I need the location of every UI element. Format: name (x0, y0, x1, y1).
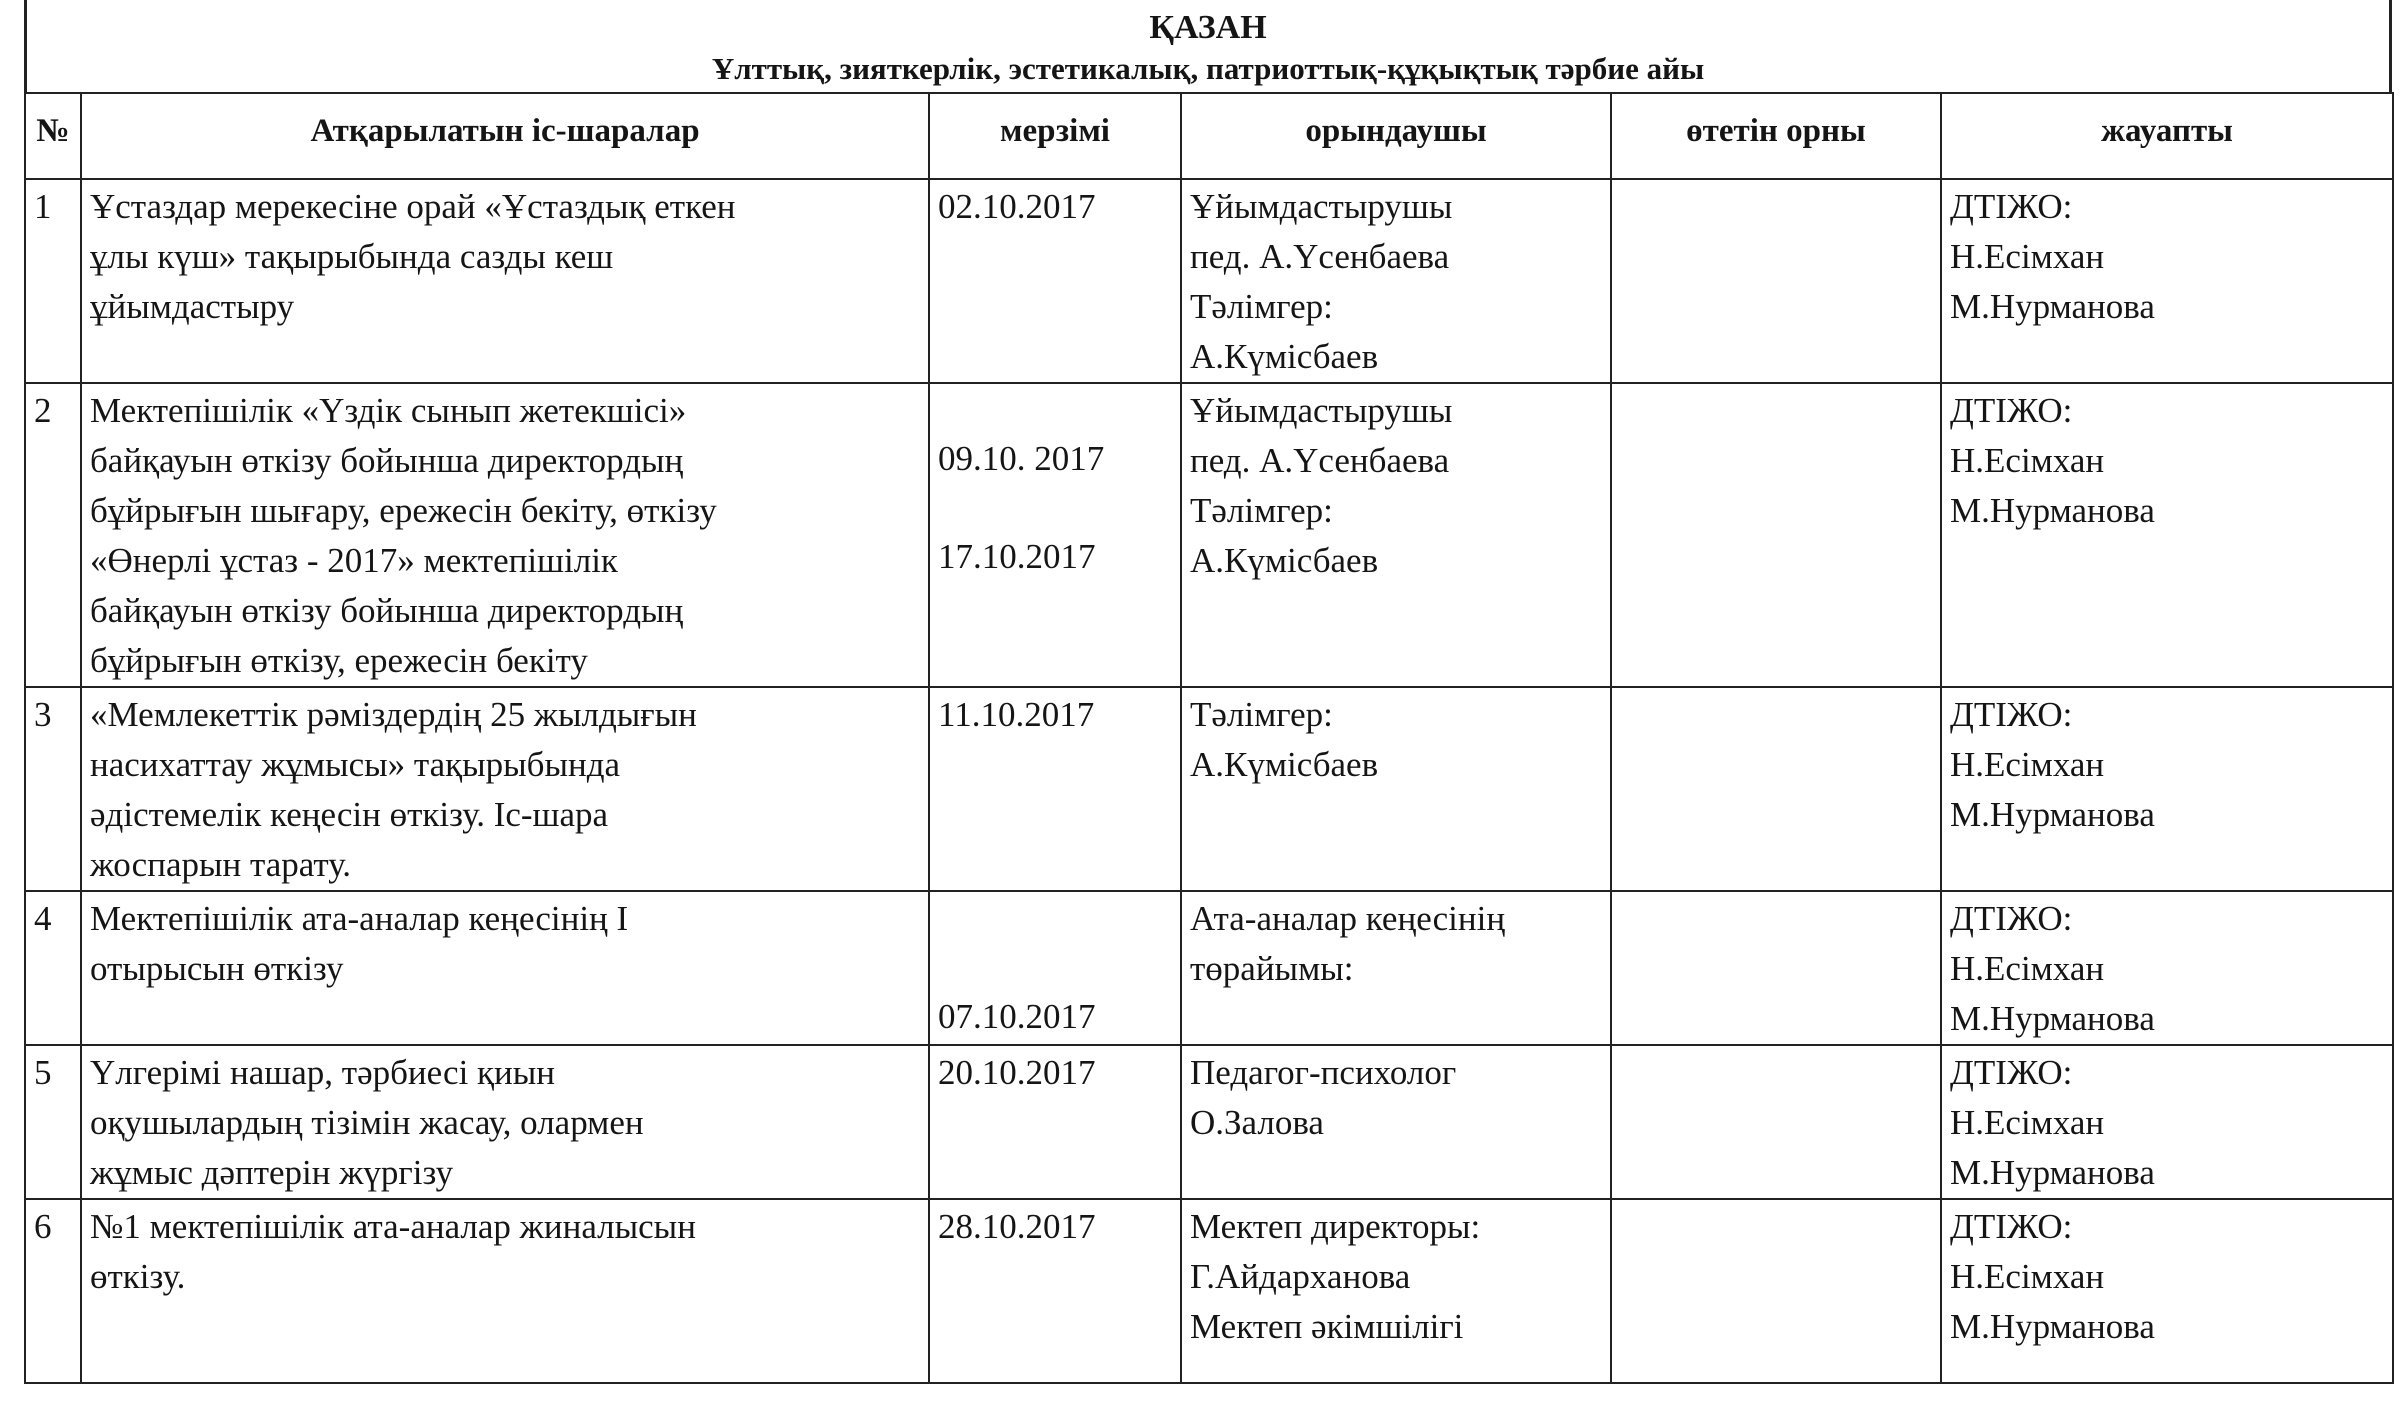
executor-cell (1181, 1199, 1611, 1383)
place-cell (1611, 179, 1941, 383)
executor-line: Тәлімгер: (1190, 287, 1333, 326)
executor-cell (1181, 179, 1611, 383)
activity-line: №1 мектепішілік ата-аналар жиналысын (90, 1207, 696, 1246)
col-header-no: № (25, 93, 81, 179)
responsible-cell (1941, 891, 2393, 1045)
activity-cell (81, 687, 929, 891)
executor-line: А.Күмісбаев (1190, 541, 1379, 580)
activity-cell (81, 383, 929, 687)
activity-line: Мектепішілік «Үздік сынып жетекшісі» (90, 391, 687, 430)
date-value: 28.10.2017 (938, 1207, 1096, 1246)
activity-line: бұйрығын шығару, ережесін бекіту, өткізу (90, 491, 717, 530)
executor-line: Ата-аналар кеңесінің (1190, 899, 1506, 938)
responsible-cell (1941, 687, 2393, 891)
responsible-line: М.Нурманова (1950, 999, 2155, 1038)
responsible-cell (1941, 179, 2393, 383)
table-row (25, 383, 2393, 687)
table-row (25, 179, 2393, 383)
document-sheet (24, 0, 2392, 1370)
executor-line: Ұйымдастырушы (1190, 391, 1453, 430)
col-header-date: мерзімі (929, 93, 1181, 179)
place-cell (1611, 383, 1941, 687)
activity-line: байқауын өткізу бойынша директордың (90, 591, 684, 630)
executor-line: Мектеп әкімшілігі (1190, 1307, 1464, 1346)
date-cell (929, 179, 1181, 383)
place-cell (1611, 1045, 1941, 1199)
date-value: 20.10.2017 (938, 1053, 1096, 1092)
executor-cell (1181, 1045, 1611, 1199)
activity-line: әдістемелік кеңесін өткізу. Іс-шара (90, 795, 609, 834)
executor-line: Тәлімгер: (1190, 491, 1333, 530)
responsible-line: М.Нурманова (1950, 287, 2155, 326)
month-subtitle: Ұлттық, зияткерлік, эстетикалық, патриоттық-құқықтық тәрбие айы (711, 51, 1705, 86)
executor-cell (1181, 891, 1611, 1045)
responsible-line: Н.Есімхан (1950, 949, 2105, 988)
row-number: 1 (25, 179, 81, 383)
executor-line: А.Күмісбаев (1190, 337, 1379, 376)
date-value: 17.10.2017 (938, 537, 1096, 576)
table-row (25, 687, 2393, 891)
activity-line: Мектепішілік ата-аналар кеңесінің І (90, 899, 629, 938)
activity-line: «Мемлекеттік рәміздердің 25 жылдығын (90, 695, 697, 734)
date-value: 02.10.2017 (938, 187, 1096, 226)
activity-cell (81, 1199, 929, 1383)
place-cell (1611, 1199, 1941, 1383)
activity-line: оқушылардың тізімін жасау, олармен (90, 1103, 644, 1142)
date-cell (929, 1199, 1181, 1383)
responsible-line: ДТІЖО: (1950, 899, 2073, 938)
responsible-line: ДТІЖО: (1950, 187, 2073, 226)
responsible-line: М.Нурманова (1950, 491, 2155, 530)
responsible-cell (1941, 1045, 2393, 1199)
date-value: 11.10.2017 (938, 695, 1095, 734)
date-value: 09.10. 2017 (938, 439, 1105, 478)
activity-line: ұйымдастыру (90, 287, 295, 326)
date-value: 07.10.2017 (938, 997, 1096, 1036)
executor-line: Г.Айдарханова (1190, 1257, 1411, 1296)
row-number: 6 (25, 1199, 81, 1383)
activity-line: өткізу. (90, 1257, 186, 1296)
activity-cell (81, 179, 929, 383)
row-number: 3 (25, 687, 81, 891)
month-title: ҚАЗАН (1149, 9, 1267, 46)
date-cell (929, 687, 1181, 891)
responsible-line: Н.Есімхан (1950, 237, 2105, 276)
executor-line: төрайымы: (1190, 949, 1354, 988)
activity-line: бұйрығын өткізу, ережесін бекіту (90, 641, 588, 680)
executor-line: Мектеп директоры: (1190, 1207, 1481, 1246)
responsible-line: Н.Есімхан (1950, 1257, 2105, 1296)
date-cell (929, 891, 1181, 1045)
executor-cell (1181, 383, 1611, 687)
date-cell (929, 1045, 1181, 1199)
activity-line: насихаттау жұмысы» тақырыбында (90, 745, 621, 784)
row-number: 4 (25, 891, 81, 1045)
responsible-line: Н.Есімхан (1950, 441, 2105, 480)
activity-line: отырысын өткізу (90, 949, 344, 988)
place-cell (1611, 891, 1941, 1045)
executor-line: пед. А.Үсенбаева (1190, 441, 1450, 480)
executor-line: Тәлімгер: (1190, 695, 1333, 734)
activity-line: жұмыс дәптерін жүргізу (90, 1153, 454, 1192)
activity-line: Ұстаздар мерекесіне орай «Ұстаздық еткен (90, 187, 736, 226)
responsible-line: ДТІЖО: (1950, 391, 2073, 430)
col-header-place: өтетін орны (1611, 93, 1941, 179)
executor-cell (1181, 687, 1611, 891)
plan-table (24, 92, 2394, 1384)
responsible-cell (1941, 1199, 2393, 1383)
responsible-line: М.Нурманова (1950, 795, 2155, 834)
executor-line: А.Күмісбаев (1190, 745, 1379, 784)
date-cell (929, 383, 1181, 687)
executor-line: Ұйымдастырушы (1190, 187, 1453, 226)
executor-line: О.Залова (1190, 1103, 1324, 1142)
responsible-line: М.Нурманова (1950, 1307, 2155, 1346)
activity-line: «Өнерлі ұстаз - 2017» мектепішілік (90, 541, 618, 580)
responsible-line: М.Нурманова (1950, 1153, 2155, 1192)
header-row (25, 93, 2393, 179)
executor-line: Педагог-психолог (1190, 1053, 1457, 1092)
responsible-cell (1941, 383, 2393, 687)
activity-line: Үлгерімі нашар, тәрбиесі қиын (90, 1053, 556, 1092)
title-block (24, 0, 2392, 92)
col-header-executor: орындаушы (1181, 93, 1611, 179)
row-number: 2 (25, 383, 81, 687)
responsible-line: Н.Есімхан (1950, 1103, 2105, 1142)
activity-line: байқауын өткізу бойынша директордың (90, 441, 684, 480)
activity-line: ұлы күш» тақырыбында сазды кеш (90, 237, 614, 276)
responsible-line: Н.Есімхан (1950, 745, 2105, 784)
responsible-line: ДТІЖО: (1950, 1053, 2073, 1092)
col-header-responsible: жауапты (1941, 93, 2393, 179)
table-row (25, 891, 2393, 1045)
activity-line: жоспарын тарату. (90, 845, 351, 884)
table-row (25, 1199, 2393, 1383)
row-number: 5 (25, 1045, 81, 1199)
table-row (25, 1045, 2393, 1199)
executor-line: пед. А.Үсенбаева (1190, 237, 1450, 276)
place-cell (1611, 687, 1941, 891)
col-header-activities: Атқарылатын іс-шаралар (81, 93, 929, 179)
responsible-line: ДТІЖО: (1950, 695, 2073, 734)
responsible-line: ДТІЖО: (1950, 1207, 2073, 1246)
activity-cell (81, 1045, 929, 1199)
activity-cell (81, 891, 929, 1045)
